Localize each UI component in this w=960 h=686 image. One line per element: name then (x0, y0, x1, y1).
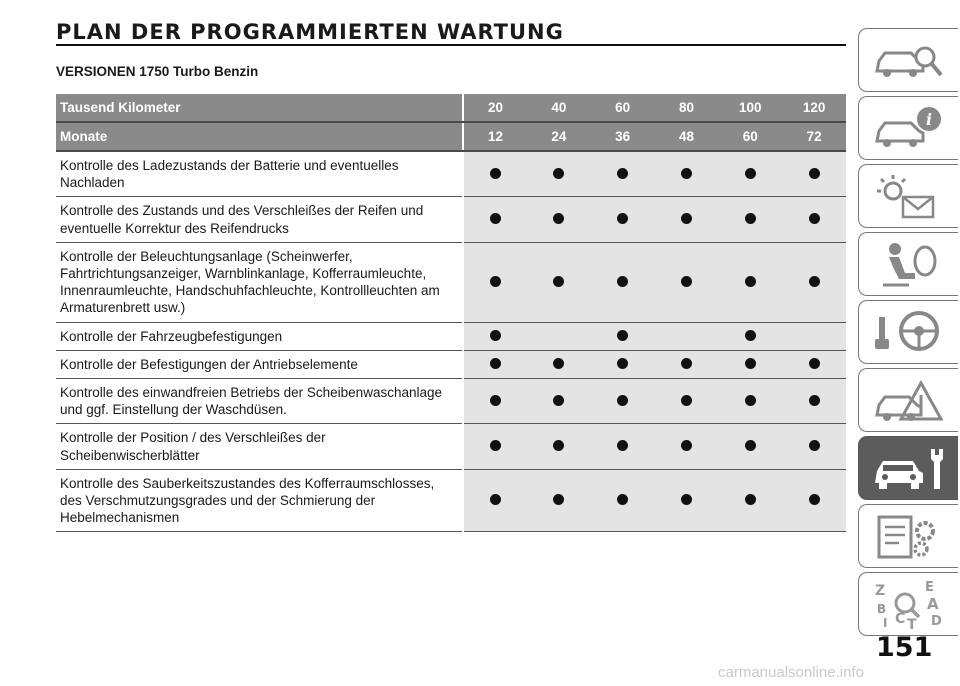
scheduled-dot (809, 358, 820, 369)
interval-cell (591, 469, 655, 532)
scheduled-dot (553, 276, 564, 287)
interval-cell (655, 424, 719, 469)
scheduled-dot (490, 168, 501, 179)
interval-cell (782, 151, 846, 197)
scheduled-dot (490, 213, 501, 224)
row-label: Kontrolle des Sauberkeitszustandes des Kofferraumschlosses, des Verschmutzungsgrades und der Schmierung der Hebelmechanismen (56, 469, 463, 532)
interval-cell (782, 469, 846, 532)
scheduled-dot (681, 358, 692, 369)
svg-text:i: i (925, 110, 933, 129)
alphabetical-index-icon (869, 579, 949, 631)
interval-cell (591, 322, 655, 350)
header-value: 60 (718, 122, 782, 151)
interval-cell (718, 469, 782, 532)
scheduled-dot (553, 494, 564, 505)
table-row (56, 322, 846, 350)
interval-cell (782, 379, 846, 424)
technical-data-icon (869, 511, 949, 563)
table-row (56, 242, 846, 322)
car-emergency-icon (869, 375, 949, 427)
interval-cell (655, 242, 719, 322)
header-label: Tausend Kilometer (56, 94, 463, 122)
scheduled-dot (617, 395, 628, 406)
scheduled-dot (617, 358, 628, 369)
table-body (56, 151, 846, 532)
scheduled-dot (617, 494, 628, 505)
scheduled-dot (681, 440, 692, 451)
scheduled-dot (809, 276, 820, 287)
interval-cell (782, 350, 846, 378)
scheduled-dot (490, 330, 501, 341)
interval-cell (591, 242, 655, 322)
warning-lights-mail-icon (869, 171, 949, 223)
svg-text:C: C (895, 611, 906, 627)
interval-cell (718, 322, 782, 350)
interval-cell (591, 379, 655, 424)
table-row (56, 469, 846, 532)
interval-cell (463, 197, 527, 242)
scheduled-dot (553, 168, 564, 179)
header-value: 36 (591, 122, 655, 151)
scheduled-dot (745, 276, 756, 287)
interval-cell (718, 197, 782, 242)
scheduled-dot (745, 168, 756, 179)
header-value: 12 (463, 122, 527, 151)
svg-text:I: I (883, 616, 888, 630)
interval-cell (718, 242, 782, 322)
scheduled-dot (553, 440, 564, 451)
scheduled-dot (617, 440, 628, 451)
svg-text:A: A (927, 595, 939, 613)
tab-starting-driving[interactable] (858, 300, 958, 364)
svg-text:Z: Z (875, 583, 886, 599)
scheduled-dot (745, 330, 756, 341)
header-value: 100 (718, 94, 782, 122)
scheduled-dot (617, 213, 628, 224)
header-label: Monate (56, 122, 463, 151)
interval-cell (527, 379, 591, 424)
row-label: Kontrolle der Position / des Verschleißes der Scheibenwischerblätter (56, 424, 463, 469)
interval-cell (463, 151, 527, 197)
interval-cell (527, 322, 591, 350)
header-row (56, 122, 846, 151)
interval-cell (591, 197, 655, 242)
row-label: Kontrolle des Ladezustands der Batterie und eventuelles Nachladen (56, 151, 463, 197)
interval-cell (463, 379, 527, 424)
interval-cell (527, 424, 591, 469)
interval-cell (527, 242, 591, 322)
tab-vehicle-overview[interactable] (858, 28, 958, 92)
interval-cell (782, 197, 846, 242)
interval-cell (463, 322, 527, 350)
table-row (56, 379, 846, 424)
scheduled-dot (553, 213, 564, 224)
interval-cell (463, 242, 527, 322)
interval-cell (655, 379, 719, 424)
row-label: Kontrolle der Fahrzeugbefestigungen (56, 322, 463, 350)
scheduled-dot (617, 168, 628, 179)
section-subtitle: VERSIONEN 1750 Turbo Benzin (56, 64, 259, 79)
scheduled-dot (681, 168, 692, 179)
svg-text:D: D (931, 614, 942, 629)
scheduled-dot (745, 440, 756, 451)
header-value: 48 (655, 122, 719, 151)
interval-cell (591, 424, 655, 469)
interval-cell (591, 151, 655, 197)
tab-safety[interactable] (858, 232, 958, 296)
watermark: carmanualsonline.info (718, 664, 864, 681)
header-row (56, 94, 846, 122)
scheduled-dot (490, 276, 501, 287)
svg-text:E: E (925, 580, 934, 595)
maintenance-schedule-table (56, 94, 846, 532)
interval-cell (782, 322, 846, 350)
interval-cell (527, 469, 591, 532)
row-label: Kontrolle des Zustands und des Verschleißes der Reifen und eventuelle Korrektur des Reifendrucks (56, 197, 463, 242)
interval-cell (655, 197, 719, 242)
scheduled-dot (809, 168, 820, 179)
scheduled-dot (490, 358, 501, 369)
row-label: Kontrolle der Befestigungen der Antriebselemente (56, 350, 463, 378)
header-value: 40 (527, 94, 591, 122)
header-value: 24 (527, 122, 591, 151)
car-maintenance-icon (869, 443, 949, 495)
row-label: Kontrolle des einwandfreien Betriebs der Scheibenwaschanlage und ggf. Einstellung der Waschdüsen. (56, 379, 463, 424)
scheduled-dot (809, 494, 820, 505)
svg-text:T: T (907, 617, 917, 631)
scheduled-dot (617, 330, 628, 341)
interval-cell (527, 151, 591, 197)
tab-index[interactable] (858, 572, 958, 636)
scheduled-dot (553, 358, 564, 369)
scheduled-dot (745, 358, 756, 369)
interval-cell (782, 424, 846, 469)
interval-cell (655, 151, 719, 197)
interval-cell (463, 350, 527, 378)
table-row (56, 424, 846, 469)
car-search-icon (869, 35, 949, 87)
interval-cell (718, 151, 782, 197)
passenger-airbag-icon (869, 239, 949, 291)
header-value: 60 (591, 94, 655, 122)
table-row (56, 197, 846, 242)
interval-cell (527, 197, 591, 242)
table-header (56, 94, 846, 151)
title-divider (56, 44, 846, 46)
scheduled-dot (809, 213, 820, 224)
header-value: 120 (782, 94, 846, 122)
interval-cell (655, 322, 719, 350)
car-info-icon (869, 103, 949, 155)
row-label: Kontrolle der Beleuchtungsanlage (Scheinwerfer, Fahrtrichtungsanzeiger, Warnblinkanlage, Kofferraumleuchte, Innenraumleuchte, Handschuhfachleuchte, Kontrollleuchten am Armaturenbrett usw.) (56, 242, 463, 322)
scheduled-dot (617, 276, 628, 287)
scheduled-dot (681, 213, 692, 224)
scheduled-dot (681, 276, 692, 287)
interval-cell (463, 469, 527, 532)
tab-emergency[interactable] (858, 368, 958, 432)
interval-cell (782, 242, 846, 322)
svg-text:B: B (877, 602, 887, 616)
tab-technical-data[interactable] (858, 504, 958, 568)
scheduled-dot (490, 494, 501, 505)
tab-info[interactable] (858, 96, 958, 160)
header-value: 20 (463, 94, 527, 122)
scheduled-dot (745, 395, 756, 406)
tab-maintenance[interactable] (858, 436, 958, 500)
header-value: 72 (782, 122, 846, 151)
interval-cell (527, 350, 591, 378)
tab-warning-lights[interactable] (858, 164, 958, 228)
steering-wheel-icon (869, 307, 949, 359)
interval-cell (655, 350, 719, 378)
scheduled-dot (681, 494, 692, 505)
interval-cell (718, 379, 782, 424)
interval-cell (718, 424, 782, 469)
scheduled-dot (553, 395, 564, 406)
interval-cell (463, 424, 527, 469)
table-row (56, 151, 846, 197)
scheduled-dot (745, 494, 756, 505)
scheduled-dot (809, 440, 820, 451)
table-row (56, 350, 846, 378)
page-number: 151 (876, 632, 933, 663)
page-title: PLAN DER PROGRAMMIERTEN WARTUNG (56, 20, 564, 44)
interval-cell (591, 350, 655, 378)
scheduled-dot (745, 213, 756, 224)
scheduled-dot (681, 395, 692, 406)
scheduled-dot (490, 395, 501, 406)
interval-cell (718, 350, 782, 378)
header-value: 80 (655, 94, 719, 122)
scheduled-dot (490, 440, 501, 451)
interval-cell (655, 469, 719, 532)
scheduled-dot (809, 395, 820, 406)
